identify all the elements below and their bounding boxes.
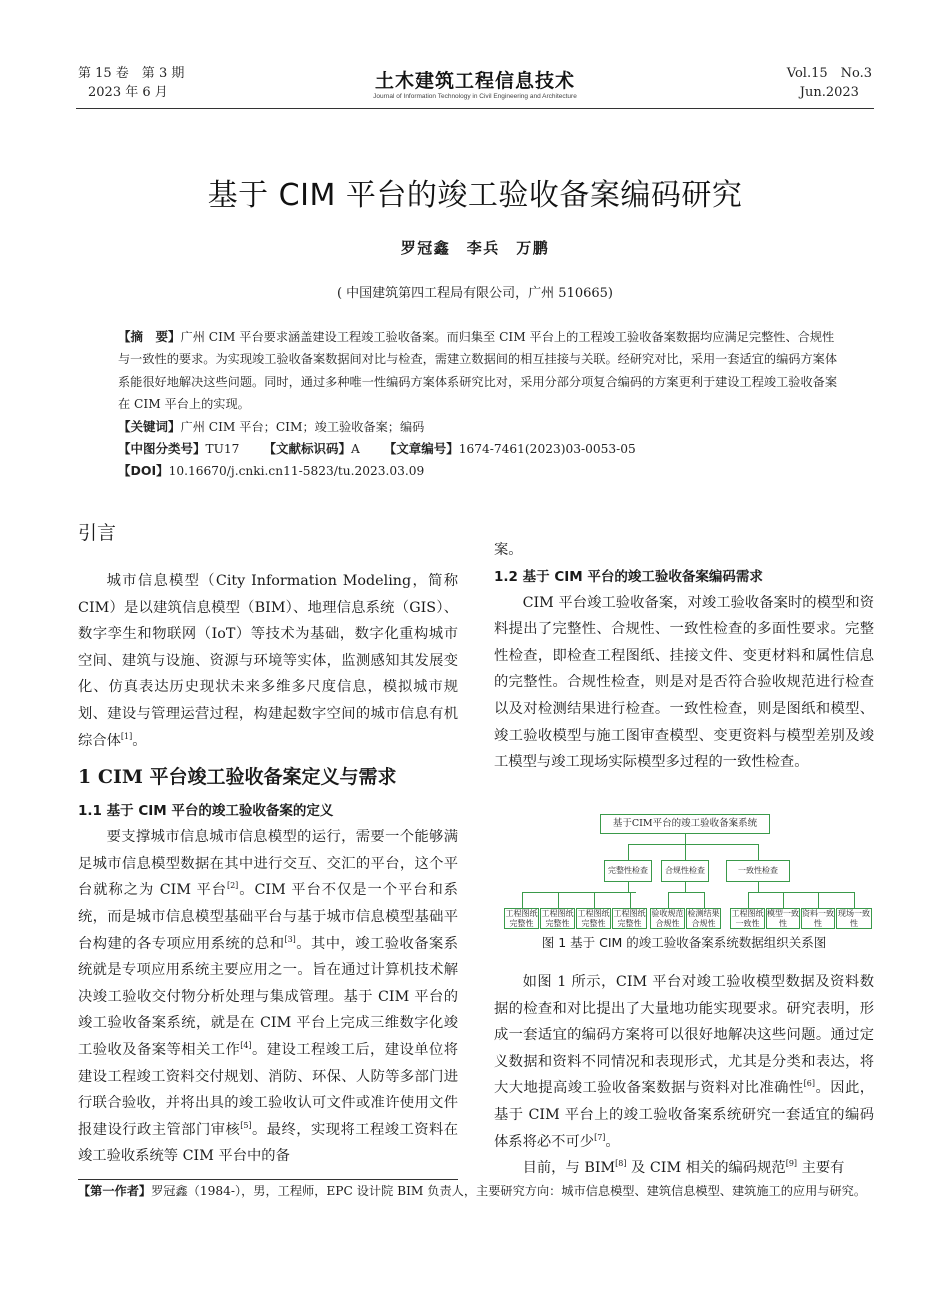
classification-row xyxy=(118,438,838,460)
abstract-label: 【摘 要】 xyxy=(118,329,181,344)
volume-issue: 第 15 卷 第 3 期 xyxy=(78,66,185,81)
connector xyxy=(630,892,631,908)
ref-6: [6] xyxy=(803,1079,816,1089)
p2-text-c: 。 xyxy=(605,1133,620,1150)
abstract-block xyxy=(118,326,838,483)
section-1-2-paragraph: CIM 平台竣工验收备案，对竣工验收备案时的模型和资料提出了完整性、合规性、一致性检查的多面性要求。完整性检查，即检查工程图纸、挂接文件、变更材料和属性信息的完整性。合规性检查，则是对是否符合验收规范进行检查以及对检测结果进行检查。一致性检查，则是图纸和模型、竣工验收模型与施工图审查模型、变更资料与模型差别及竣工模型与竣工现场实际模型多过程的一致性检查。 xyxy=(494,594,874,771)
connector xyxy=(748,892,749,908)
article-number-value: 1674-7461(2023)03-0053-05 xyxy=(458,442,636,457)
connector xyxy=(668,892,704,893)
diagram-leaf: 工程图纸 完整性 xyxy=(613,909,646,928)
volume-issue-en: Vol.15 No.3 xyxy=(786,66,872,81)
p3-text-c: 主要有 xyxy=(797,1160,845,1177)
intro-end: 。 xyxy=(132,732,147,749)
left-column xyxy=(78,568,458,1170)
connector xyxy=(668,892,669,908)
ref-9: [9] xyxy=(785,1159,798,1169)
p2-text-b: 。因此，基于 CIM 平台上的竣工验收备案系统研究一套适宜的编码体系将必不可少 xyxy=(494,1080,875,1150)
s11-text-d: 。建设工程竣工后，建设单位将建设工程竣工资料交付规划、消防、环保、人防等多部门进行联合验收，并将出具的竣工验收认可文件或准许使用文件报建设行政主管部门审核 xyxy=(78,1041,459,1138)
coding-standards-paragraph xyxy=(494,1155,874,1182)
diagram-leaf: 现场一致 性 xyxy=(838,909,870,928)
ref-2: [2] xyxy=(226,881,239,891)
connector xyxy=(628,844,758,845)
diagram-node-consistency: 一致性检查 xyxy=(726,860,790,882)
ref-8: [8] xyxy=(615,1159,627,1169)
p2-text-a: 如图 1 所示，CIM 平台对竣工验收模型数据及资料数据的检查和对比提出了大量地功能实现要求。研究表明，形成一套适宜的编码方案将可以很好地解决这些问题。通过定义数据和资料不同情况和表现形式，尤其是分类和表达，将大大地提高竣工验收备案数据与资料对比准确性 xyxy=(494,974,874,1097)
figure-discussion-paragraph xyxy=(494,969,874,1155)
clc-value: TU17 xyxy=(205,442,240,457)
diagram-leaf: 工程图纸 完整性 xyxy=(505,909,538,928)
header-rule xyxy=(76,108,874,109)
connector xyxy=(594,892,595,908)
issue-date-en: Jun.2023 xyxy=(799,85,859,100)
issue-date: 2023 年 6 月 xyxy=(88,85,168,100)
s11-text-e: 。最终，实现将工程竣工资料在竣工验收系统等 CIM 平台中的备 xyxy=(78,1121,459,1165)
paper-title: 基于 CIM 平台的竣工验收备案编码研究 xyxy=(207,178,743,213)
diagram-node-compliance: 合规性检查 xyxy=(661,860,709,882)
s11-text-b: 。CIM 平台不仅是一个平台和系统，而是城市信息模型基础平台与基于城市信息模型基础平台构建的各专项应用系统的总和 xyxy=(78,882,458,952)
s11-text-a: 要支撑城市信息城市信息模型的运行，需要一个能够满足城市信息模型数据在其中进行交互、交汇的平台，这个平台就称之为 CIM 平台 xyxy=(78,829,458,899)
author-footnote xyxy=(78,1179,878,1203)
connector xyxy=(854,892,855,908)
connector xyxy=(685,834,686,844)
authors: 罗冠鑫 李兵 万鹏 xyxy=(400,239,550,257)
figure-1-diagram xyxy=(500,812,876,930)
doccode-value: A xyxy=(350,442,360,457)
abstract xyxy=(118,326,838,416)
keywords xyxy=(118,416,838,438)
diagram-leaf: 验收规范 合规性 xyxy=(651,909,684,928)
section-1-2-heading: 1.2 基于 CIM 平台的竣工验收备案编码需求 xyxy=(494,568,763,585)
section-1-heading: 1 CIM 平台竣工验收备案定义与需求 xyxy=(78,766,397,789)
diagram-leaf: 工程图纸 一致性 xyxy=(731,909,764,928)
diagram-leaf: 资料一致 性 xyxy=(802,909,834,928)
connector xyxy=(783,892,784,908)
right-column-lower xyxy=(494,969,874,1182)
connector xyxy=(558,892,559,908)
journal-masthead xyxy=(350,70,600,101)
connector xyxy=(628,882,629,892)
keywords-label: 【关键词】 xyxy=(118,418,181,434)
journal-title-en: Journal of Information Technology in Civil Engineering and Architecture xyxy=(373,93,577,100)
doi-value: 10.16670/j.cnki.cn11-5823/tu.2023.03.09 xyxy=(168,464,425,479)
ref-5: [5] xyxy=(240,1120,252,1130)
diagram-leaf: 工程图纸 完整性 xyxy=(577,909,610,928)
intro-heading: 引言 xyxy=(78,522,117,544)
affiliation: ( 中国建筑第四工程局有限公司，广州 510665) xyxy=(336,286,614,301)
ref-1: [1] xyxy=(120,731,133,741)
ref-4: [4] xyxy=(240,1041,252,1051)
connector xyxy=(704,892,705,908)
connector xyxy=(685,882,686,892)
connector xyxy=(522,892,523,908)
article-number-label: 【文章编号】 xyxy=(383,441,459,457)
diagram-node-completeness: 完整性检查 xyxy=(604,860,652,882)
connector xyxy=(685,844,686,860)
clc-label: 【中图分类号】 xyxy=(118,441,206,457)
diagram-leaf: 工程图纸 完整性 xyxy=(541,909,574,928)
issue-info xyxy=(78,64,184,102)
keywords-text: 广州 CIM 平台；CIM；竣工验收备案；编码 xyxy=(180,419,425,434)
connector xyxy=(748,892,854,893)
right-column xyxy=(494,537,874,776)
connector xyxy=(818,892,819,908)
connector xyxy=(758,844,759,860)
section-1-1-heading: 1.1 基于 CIM 平台的竣工验收备案的定义 xyxy=(78,803,334,820)
diagram-leaf: 检测结果 合规性 xyxy=(687,909,720,928)
continued-text: 案。 xyxy=(494,542,523,558)
ref-3: [3] xyxy=(284,934,296,944)
diagram-root-node: 基于CIM平台的竣工验收备案系统 xyxy=(600,814,770,834)
journal-title-cn: 土木建筑工程信息技术 xyxy=(374,70,575,92)
p3-text-a: 目前，与 BIM xyxy=(522,1160,616,1177)
diagram-leaf: 模型一致 性 xyxy=(767,909,799,928)
connector xyxy=(758,882,759,892)
connector xyxy=(628,844,629,860)
footnote-label: 【第一作者】 xyxy=(78,1184,152,1198)
s11-text-c: 。其中，竣工验收备案系统就是专项应用系统主要应用之一。旨在通过计算机技术解决竣工验收交付物分析处理与集成管理。基于 CIM 平台的竣工验收备案系统，就是在 CIM 平台上完成三维数字化竣工验收及备案等相关工作 xyxy=(78,935,459,1058)
doi-row xyxy=(118,460,838,482)
abstract-text: 广州 CIM 平台要求涵盖建设工程竣工验收备案。而归集至 CIM 平台上的工程竣工验收备案数据均应满足完整性、合规性与一致性的要求。为实现竣工验收备案数据间对比与检查，需建立数据间的相互挂接与关联。经研究对比，采用一套适宜的编码方案体系能很好地解决这些问题。同时，通过多种唯一性编码方案体系研究比对，采用分部分项复合编码的方案更利于建设工程竣工验收备案在 CIM 平台上的实现。 xyxy=(118,330,838,412)
doccode-label: 【文献标识码】 xyxy=(263,441,351,457)
footnote-text: 罗冠鑫（1984-），男，工程师，EPC 设计院 BIM 负责人，主要研究方向：城市信息模型、建筑信息模型、建筑施工的应用与研究。 xyxy=(151,1184,867,1198)
section-1-1-paragraph xyxy=(78,824,458,1170)
intro-paragraph xyxy=(78,568,458,754)
connector xyxy=(522,892,636,893)
intro-text: 城市信息模型（City Information Modeling，简称 CIM）是以建筑信息模型（BIM）、地理信息系统（GIS）、数字孪生和物联网（IoT）等技术为基础，数字化重构城市空间、建筑与设施、资源与环境等实体，监测感知其发展变化、仿真表达历史现状未来多维多尺度信息，模拟城市规划、建设与管理运营过程，构建起数字空间的城市信息有机综合体 xyxy=(78,573,458,749)
figure-1-caption: 图 1 基于 CIM 的竣工验收备案系统数据组织关系图 xyxy=(541,935,827,950)
doi-label: 【DOI】 xyxy=(118,463,169,479)
p3-text-b: 及 CIM 相关的编码规范 xyxy=(626,1160,786,1177)
ref-7: [7] xyxy=(594,1132,606,1142)
issue-info-en xyxy=(787,64,872,102)
